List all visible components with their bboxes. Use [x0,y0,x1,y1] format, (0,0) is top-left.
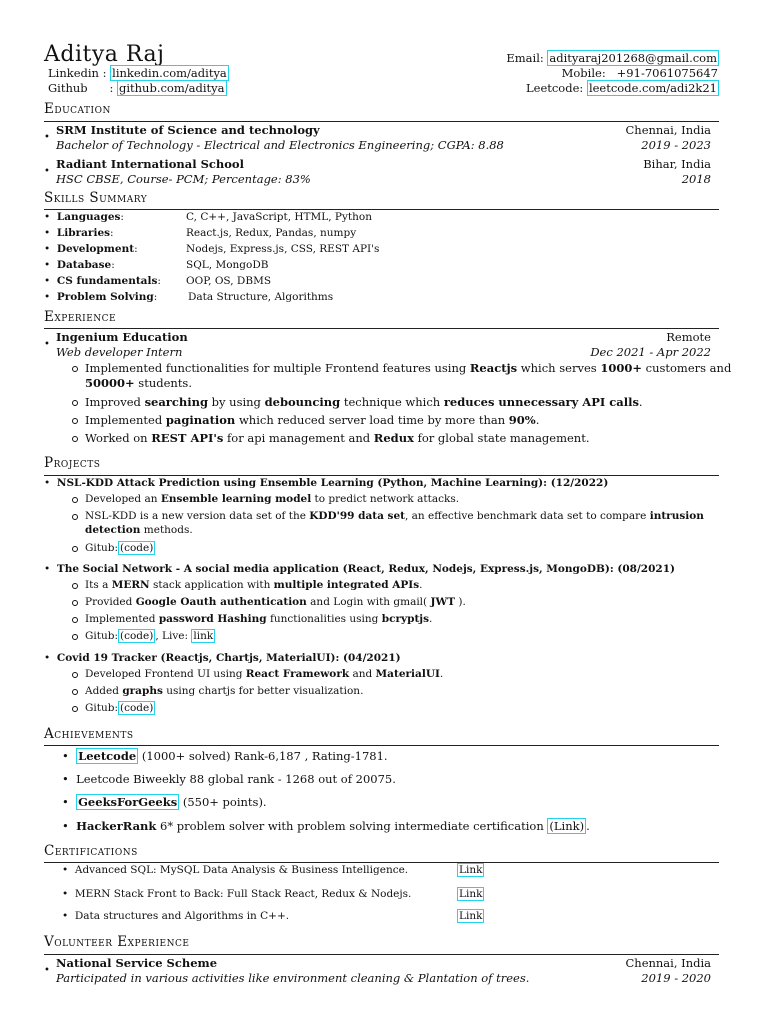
certification-text: Data structures and Algorithms in C++. [74,910,290,922]
project-title-row: • NSL-KDD Attack Prediction using Ensemble Learning (Python, Machine Learning): (12/2022) [44,477,609,489]
circle-bullet-icon [72,672,78,678]
text: customers and [641,361,732,375]
circle-bullet-icon [72,436,78,442]
project-bullet [85,510,704,522]
skill-value: SQL, MongoDB [186,259,269,271]
section-divider [44,328,719,329]
github-label: Github [48,81,88,95]
skill-label: Database [56,259,112,271]
skill-value: Nodejs, Express.js, CSS, REST API's [186,243,380,255]
skill-value: OOP, OS, DBMS [186,275,272,287]
text: Improved [85,395,145,409]
text: stack application with [149,579,274,591]
project-date: : (04/2021) [335,652,401,664]
text: Developed an [85,493,161,505]
text: Worked on [85,431,152,445]
leetcode-row [526,81,719,95]
code-link[interactable]: (code) [120,702,154,714]
bullet-icon: • [44,339,50,350]
gitub-label: Gitub: [85,630,118,642]
project-bullet-cont [85,524,193,536]
text-bold: REST API's [151,431,224,445]
company-name: Ingenium Education [56,330,188,344]
experience-bullet [85,361,731,375]
degree-text: Bachelor of Technology - Electrical and Electronics Engineering; CGPA: 8.88 [56,138,504,152]
text: Provided [85,596,136,608]
text-bold: reduces unnecessary API calls [443,395,639,409]
section-divider [44,209,719,210]
github-row [48,81,227,95]
certification-text: Advanced SQL: MySQL Data Analysis & Business Intelligence. [74,864,409,876]
text: . [638,395,643,409]
text: students. [134,376,192,390]
list-item: • Problem Solving: [44,291,158,303]
email-link[interactable]: adityaraj201268@gmail.com [549,51,717,65]
volunteer-dates: 2019 - 2020 [641,971,711,985]
experience-bullet [85,431,590,445]
certification-text: MERN Stack Front to Back: Full Stack React, Redux & Nodejs. [74,888,412,900]
text-bold: JWT [430,596,456,608]
text: (550+ points). [179,795,267,809]
job-role: Web developer Intern [56,345,183,359]
text: , an effective benchmark data set to compare [405,510,650,522]
skill-label: Languages [56,211,121,223]
volunteer-desc: Participated in various activities like environment cleaning & Plantation of trees. [56,971,530,985]
code-link[interactable]: (code) [120,630,154,642]
gitub-label: Gitub: [85,702,118,714]
certification-item: • MERN Stack Front to Back: Full Stack React, Redux & Nodejs. [62,888,412,900]
project-title-row: • The Social Network - A social media application (React, Redux, Nodejs, Express.js, MongoDB): (08/2021) [44,563,675,575]
project-bullet [85,542,155,554]
mobile-value: +91-7061075647 [616,66,718,80]
text-bold: 1000+ [600,361,642,375]
text: . [535,413,540,427]
degree-dates: 2019 - 2023 [641,138,711,152]
skill-label: CS fundamentals [56,275,158,287]
list-item: • CS fundamentals: [44,275,161,287]
circle-bullet-icon [72,634,78,640]
text-bold: password Hashing [158,613,267,625]
text-bold: debouncing [264,395,341,409]
text-bold: Reactjs [469,361,518,375]
text-bold: MERN [111,579,150,591]
project-title: Covid 19 Tracker (Reactjs, Chartjs, MaterialUI) [56,652,336,664]
certification-item: • Data structures and Algorithms in C++. [62,910,290,922]
text-bold: Google Oauth authentication [135,596,307,608]
text-bold: detection [85,524,141,536]
text-bold: pagination [165,413,236,427]
text: using chartjs for better visualization. [162,685,364,697]
circle-bullet-icon [72,583,78,589]
section-title-projects: Projects [44,455,101,471]
bullet-icon: • [44,132,50,143]
text: . [586,819,590,833]
github-colon: : [109,81,114,95]
text-bold: KDD'99 data set [309,510,405,522]
volunteer-location: Chennai, India [625,956,711,970]
section-divider [44,862,719,863]
section-divider [44,954,719,955]
section-title-skills: Skills Summary [44,190,148,206]
degree-dates: 2018 [681,172,711,186]
live-link[interactable]: link [193,630,214,642]
skill-value: React.js, Redux, Pandas, numpy [186,227,357,239]
text-bold: HackerRank [76,819,157,833]
text-bold: MaterialUI [375,668,440,680]
section-title-achievements: Achievements [44,726,134,742]
project-bullet [85,493,459,505]
circle-bullet-icon [72,514,78,520]
text: Leetcode Biweekly 88 global rank - 1268 out of 20075. [76,772,396,786]
text: . [439,668,444,680]
text: for global state management. [413,431,590,445]
achievement-item: • Leetcode (1000+ solved) Rank-6,187 , Rating-1781. [62,749,388,763]
experience-bullet [85,413,539,427]
text-bold: React Framework [245,668,350,680]
text: NSL-KDD is a new version data set of the [85,510,310,522]
circle-bullet-icon [72,418,78,424]
text: functionalities using [266,613,382,625]
text: which reduced server load time by more than [235,413,509,427]
experience-bullet [85,395,643,409]
skill-value: C, C++, JavaScript, HTML, Python [186,211,372,223]
geeksforgeeks-link[interactable]: GeeksForGeeks [78,795,178,809]
text: methods. [140,524,193,536]
section-title-volunteer: Volunteer Experience [44,934,190,950]
text-bold: Ensemble learning model [160,493,312,505]
text: for api management and [223,431,374,445]
bullet-icon: • [44,965,50,976]
live-label: , Live: [155,630,192,642]
text: Implemented [85,413,166,427]
job-dates: Dec 2021 - Apr 2022 [590,345,711,359]
text: Implemented [85,613,159,625]
section-divider [44,745,719,746]
text: and Login with gmail( [306,596,431,608]
certification-link[interactable]: Link [459,888,483,900]
linkedin-link[interactable]: linkedin.com/aditya [112,66,227,80]
candidate-name: Aditya Raj [44,42,165,67]
list-item: • Development: [44,243,138,255]
project-bullet [85,668,443,680]
section-title-experience: Experience [44,309,117,325]
circle-bullet-icon [72,366,78,372]
section-title-certifications: Certifications [44,843,138,859]
project-bullet [85,685,363,697]
project-date: : (12/2022) [543,477,609,489]
linkedin-row [48,66,229,80]
school-location: Chennai, India [625,123,711,137]
text: technique which [340,395,444,409]
hackerrank-cert-link[interactable]: (Link) [549,819,585,833]
volunteer-org: National Service Scheme [56,956,218,970]
mobile-row [562,66,718,80]
text: and [349,668,376,680]
circle-bullet-icon [72,546,78,552]
email-row [506,51,719,65]
text: 6* problem solver with problem solving intermediate certification [156,819,548,833]
project-bullet [85,630,215,642]
text: ). [455,596,466,608]
bullet-icon: • [44,166,50,177]
certification-item: • Advanced SQL: MySQL Data Analysis & Business Intelligence. [62,864,409,876]
project-title: The Social Network - A social media application (React, Redux, Nodejs, Express.js, MongoDB) [56,563,610,575]
project-bullet [85,579,422,591]
circle-bullet-icon [72,689,78,695]
skill-label: Development [56,243,135,255]
school-name: SRM Institute of Science and technology [56,123,320,137]
text: to predict network attacks. [311,493,460,505]
text-bold: 50000+ [85,376,135,390]
email-label: Email: [506,51,544,65]
project-title-row: • Covid 19 Tracker (Reactjs, Chartjs, MaterialUI): (04/2021) [44,652,401,664]
text: . [429,613,433,625]
achievement-item: • Leetcode Biweekly 88 global rank - 1268 out of 20075. [62,772,396,786]
text-bold: intrusion [649,510,704,522]
circle-bullet-icon [72,617,78,623]
section-divider [44,475,719,476]
project-date: : (08/2021) [609,563,675,575]
gitub-label: Gitub: [85,542,118,554]
github-link[interactable]: github.com/aditya [118,81,225,95]
company-location: Remote [666,330,711,344]
certification-link[interactable]: Link [459,910,483,922]
text-bold: 90% [508,413,536,427]
text: which serves [517,361,601,375]
text: Added [85,685,123,697]
leetcode-achievement-link[interactable]: Leetcode [78,749,137,763]
text: Implemented functionalities for multiple Frontend features using [85,361,470,375]
circle-bullet-icon [72,706,78,712]
degree-text: HSC CBSE, Course- PCM; Percentage: 83% [56,172,311,186]
skill-label: Problem Solving [56,291,154,303]
certification-link[interactable]: Link [459,864,483,876]
project-bullet [85,613,432,625]
text: . [419,579,423,591]
text: Its a [85,579,112,591]
text: Developed Frontend UI using [85,668,246,680]
text-bold: graphs [122,685,163,697]
project-bullet [85,702,155,714]
mobile-label: Mobile: [561,66,606,80]
school-location: Bihar, India [643,157,711,171]
project-bullet [85,596,466,608]
leetcode-label: Leetcode: [526,81,584,95]
list-item: • Database: [44,259,115,271]
project-title: NSL-KDD Attack Prediction using Ensemble Learning (Python, Machine Learning) [56,477,544,489]
linkedin-label: Linkedin : [48,66,107,80]
list-item: • Languages: [44,211,124,223]
text-bold: multiple integrated APIs [273,579,420,591]
school-name: Radiant International School [56,157,244,171]
experience-bullet-cont [85,376,192,390]
circle-bullet-icon [72,497,78,503]
text-bold: Redux [373,431,414,445]
achievement-item: • HackerRank 6* problem solver with problem solving intermediate certification (Link) . [62,819,590,833]
code-link[interactable]: (code) [120,542,154,554]
text-bold: bcryptjs [381,613,430,625]
skill-value: Data Structure, Algorithms [188,291,334,303]
section-divider [44,121,719,122]
text-bold: searching [144,395,208,409]
achievement-item: • GeeksForGeeks (550+ points). [62,795,267,809]
list-item: • Libraries: [44,227,114,239]
text: by using [208,395,265,409]
skill-label: Libraries [56,227,111,239]
circle-bullet-icon [72,600,78,606]
section-title-education: Education [44,101,111,117]
text: (1000+ solved) Rank-6,187 , Rating-1781. [138,749,388,763]
circle-bullet-icon [72,400,78,406]
leetcode-link[interactable]: leetcode.com/adi2k21 [588,81,717,95]
